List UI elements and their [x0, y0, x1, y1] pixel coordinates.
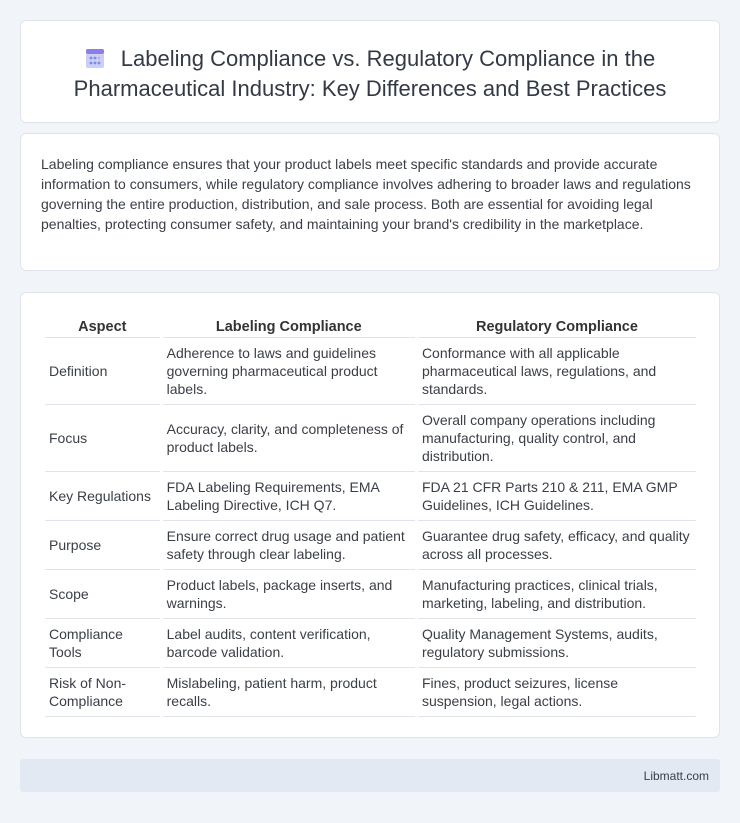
page-title-text: Labeling Compliance vs. Regulatory Compliance in the Pharmaceutical Industry: Key Differences and Best Practices [73, 46, 667, 101]
intro-paragraph: Labeling compliance ensures that your product labels meet specific standards and provide accurate information to consumers, while regulatory compliance involves adhering to broader laws and regulations governing the entire production, distribution, and sale process. Both are essential for avoiding legal penalties, protecting consumer safety, and maintaining your brand's credibility in the marketplace. [41, 156, 691, 232]
aspect-cell: Key Regulations [45, 472, 160, 521]
grid-calendar-icon [85, 47, 105, 69]
table-row [45, 619, 696, 668]
labeling-cell: FDA Labeling Requirements, EMA Labeling Directive, ICH Q7. [163, 472, 415, 521]
labeling-cell: Label audits, content verification, barcode validation. [163, 619, 415, 668]
table-row [45, 668, 696, 717]
footer-bar [20, 759, 720, 792]
aspect-cell: Scope [45, 570, 160, 619]
intro-card [20, 133, 720, 271]
table-row [45, 338, 696, 405]
table-row [45, 405, 696, 472]
aspect-cell: Compliance Tools [45, 619, 160, 668]
header-aspect: Aspect [45, 314, 160, 338]
table-row [45, 570, 696, 619]
regulatory-cell: Quality Management Systems, audits, regulatory submissions. [418, 619, 696, 668]
table-row [45, 521, 696, 570]
labeling-cell: Adherence to laws and guidelines governing pharmaceutical product labels. [163, 338, 415, 405]
header-labeling-compliance: Labeling Compliance [163, 314, 415, 338]
regulatory-cell: Overall company operations including manufacturing, quality control, and distribution. [418, 405, 696, 472]
regulatory-cell: Guarantee drug safety, efficacy, and quality across all processes. [418, 521, 696, 570]
aspect-cell: Definition [45, 338, 160, 405]
labeling-cell: Mislabeling, patient harm, product recalls. [163, 668, 415, 717]
comparison-table [42, 314, 699, 717]
comparison-table-card [20, 292, 720, 738]
labeling-cell: Ensure correct drug usage and patient safety through clear labeling. [163, 521, 415, 570]
header-regulatory-compliance: Regulatory Compliance [418, 314, 696, 338]
aspect-cell: Purpose [45, 521, 160, 570]
regulatory-cell: Fines, product seizures, license suspension, legal actions. [418, 668, 696, 717]
table-row [45, 472, 696, 521]
regulatory-cell: FDA 21 CFR Parts 210 & 211, EMA GMP Guidelines, ICH Guidelines. [418, 472, 696, 521]
regulatory-cell: Manufacturing practices, clinical trials, marketing, labeling, and distribution. [418, 570, 696, 619]
labeling-cell: Product labels, package inserts, and warnings. [163, 570, 415, 619]
labeling-cell: Accuracy, clarity, and completeness of product labels. [163, 405, 415, 472]
regulatory-cell: Conformance with all applicable pharmaceutical laws, regulations, and standards. [418, 338, 696, 405]
page-title [40, 44, 700, 104]
aspect-cell: Risk of Non-Compliance [45, 668, 160, 717]
title-card [20, 20, 720, 123]
aspect-cell: Focus [45, 405, 160, 472]
footer-brand-link[interactable]: Libmatt.com [643, 769, 709, 783]
table-header-row [45, 314, 696, 338]
